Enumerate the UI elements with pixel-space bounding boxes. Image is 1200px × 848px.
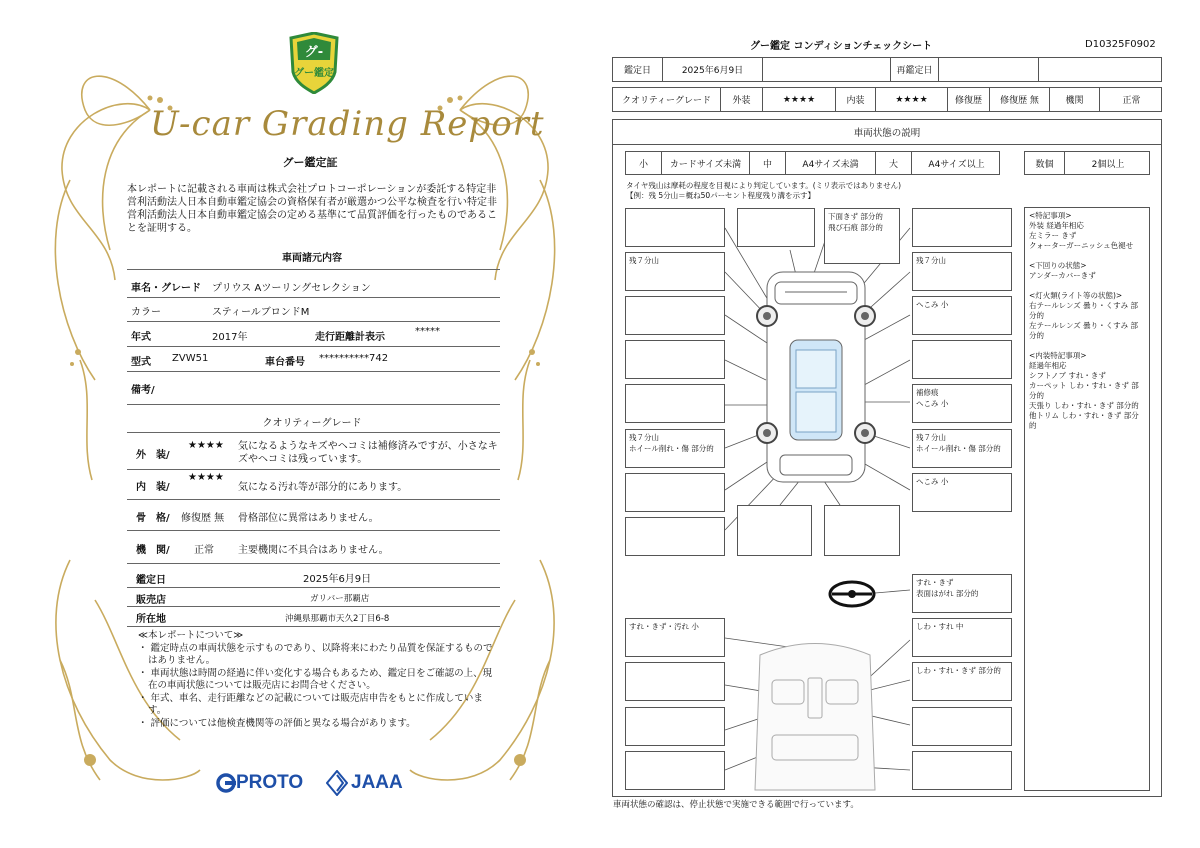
sheet-footer: 車両状態の確認は、停止状態で実施できる範囲で行っています。 bbox=[613, 800, 859, 810]
legend-medium: 中 bbox=[750, 152, 786, 174]
legend-count-desc: 2個以上 bbox=[1091, 159, 1125, 170]
name-label: 車名・グレード bbox=[131, 283, 201, 294]
certificate-subtitle: グー鑑定証 bbox=[282, 156, 338, 169]
ext-label: 外装 bbox=[721, 88, 763, 111]
front-top-note: 下面きず 部分的 飛び石痕 部分的 bbox=[824, 208, 900, 264]
note-box bbox=[625, 662, 725, 701]
note-box bbox=[912, 751, 1012, 790]
notes-line: 天張り しわ・すれ・きず 部分的 bbox=[1029, 401, 1139, 410]
tire-note-1: タイヤ残山は摩耗の程度を目視により判定しています。(ミリ表示ではありません) bbox=[626, 181, 902, 190]
engine-label: 機関 bbox=[1050, 88, 1100, 111]
notes-heading: ≪本レポートについて≫ bbox=[138, 630, 244, 641]
mileage-value: ***** bbox=[415, 326, 440, 337]
notes-line: <灯火類(ライト等の状態)> bbox=[1029, 291, 1123, 300]
sheet-title: グー鑑定 コンディションチェックシート bbox=[750, 41, 933, 52]
note-item: ・ 鑑定時点の車両状態を示すものであり、以降将来にわたり品質を保証するものではありません。 bbox=[138, 642, 493, 666]
dealer-value: ガリバー那覇店 bbox=[310, 594, 370, 604]
frame-comment: 骨格部位に異常はありません。 bbox=[238, 513, 379, 524]
ext-stars: ★★★★ bbox=[763, 88, 836, 111]
int-label: 内装 bbox=[836, 88, 876, 111]
note-box bbox=[625, 340, 725, 379]
exterior-comment: 気になるようなキズやヘコミは補修済みですが、小さなキズやヘコミは残っています。 bbox=[238, 441, 498, 465]
quality-heading: クオリティーグレード bbox=[262, 418, 362, 429]
int-stars: ★★★★ bbox=[876, 88, 948, 111]
note-item: ・ 評価については他検査機関等の評価と異なる場合があります。 bbox=[138, 717, 416, 729]
engine-label: 機 関/ bbox=[136, 545, 170, 556]
interior-stars: ★★★★ bbox=[188, 472, 224, 483]
remarks-label: 備考/ bbox=[131, 385, 155, 396]
note-box bbox=[625, 707, 725, 746]
color-value: スティールブロンドM bbox=[212, 307, 310, 318]
name-value: プリウス Aツーリングセレクション bbox=[212, 283, 371, 294]
right-rear-dent-note: へこみ 小 bbox=[912, 473, 1012, 512]
right-rear-tire-note: 残７分山 ホイール削れ・傷 部分的 bbox=[912, 429, 1012, 468]
frame-value: 修復歴 無 bbox=[181, 513, 225, 524]
notes-line: クォーターガーニッシュ色褪せ bbox=[1029, 241, 1134, 250]
model-label: 型式 bbox=[131, 357, 151, 368]
legend-medium-desc: A4サイズ未満 bbox=[786, 152, 876, 174]
notes-line: シフトノブ すれ・きず bbox=[1029, 371, 1106, 380]
address-value: 沖縄県那覇市天久2丁目6-8 bbox=[285, 614, 390, 624]
right-dent-note: へこみ 小 bbox=[912, 296, 1012, 335]
steering-wheel-icon bbox=[830, 582, 874, 606]
note-box bbox=[625, 751, 725, 790]
notes-line: <特記事項> bbox=[1029, 211, 1072, 220]
notes-line: <下回りの状態> bbox=[1029, 261, 1087, 270]
year-value: 2017年 bbox=[212, 332, 248, 343]
appraisal-date-label: 鑑定日 bbox=[136, 575, 166, 586]
exterior-label: 外 装/ bbox=[136, 450, 170, 461]
right-front-tire-note: 残７分山 bbox=[912, 252, 1012, 291]
engine-value: 正常 bbox=[194, 545, 214, 556]
special-notes bbox=[1024, 207, 1150, 791]
right-repair-note: 補修痕 へこみ 小 bbox=[912, 384, 1012, 423]
note-box bbox=[625, 517, 725, 556]
chassis-label: 車台番号 bbox=[265, 357, 305, 368]
notes-line: カーペット しわ・すれ・きず 部分的 bbox=[1029, 381, 1139, 400]
svg-text:グー鑑定: グー鑑定 bbox=[294, 68, 334, 79]
date-value: 2025年6月9日 bbox=[663, 58, 763, 81]
note-box bbox=[625, 296, 725, 335]
steering-note: すれ・きず 表面はがれ 部分的 bbox=[912, 574, 1012, 613]
repair-label: 修復歴 bbox=[948, 88, 990, 111]
jaaa-logo-icon bbox=[326, 770, 348, 796]
interior-comment: 気になる汚れ等が部分的にあります。 bbox=[238, 482, 408, 493]
left-rear-tire-note: 残７分山 ホイール削れ・傷 部分的 bbox=[625, 429, 725, 468]
engine-value: 正常 bbox=[1122, 96, 1141, 106]
address-label: 所在地 bbox=[136, 614, 166, 625]
color-label: カラー bbox=[131, 307, 161, 318]
specs-heading: 車両諸元内容 bbox=[282, 253, 342, 264]
notes-line: 外装 経過年相応 bbox=[1029, 221, 1084, 230]
model-value: ZVW51 bbox=[172, 353, 209, 364]
condition-check-sheet bbox=[600, 0, 1200, 848]
grade-label: クオリティーグレード bbox=[613, 88, 721, 111]
chassis-value: **********742 bbox=[319, 353, 389, 364]
report-title: U-car Grading Report bbox=[150, 104, 545, 144]
note-box bbox=[912, 208, 1012, 247]
proto-logo-text: PROTO bbox=[236, 772, 304, 793]
mileage-label: 走行距離計表示 bbox=[315, 332, 385, 343]
repair-value: 修復歴 無 bbox=[990, 88, 1050, 111]
date-label: 鑑定日 bbox=[613, 58, 663, 81]
note-box bbox=[912, 340, 1012, 379]
left-front-tire-note: 残７分山 bbox=[625, 252, 725, 291]
note-box bbox=[824, 505, 900, 556]
legend-large: 大 bbox=[876, 152, 912, 174]
interior-right-note-1: しわ・すれ 中 bbox=[912, 618, 1012, 657]
note-box bbox=[737, 505, 812, 556]
notes-line: 左テールレンズ 曇り・くすみ 部分的 bbox=[1029, 321, 1139, 340]
note-box bbox=[737, 208, 815, 247]
frame-label: 骨 格/ bbox=[136, 513, 170, 524]
notes-line: 他トリム しわ・すれ・きず 部分的 bbox=[1029, 411, 1139, 430]
notes-line: 左ミラー きず bbox=[1029, 231, 1077, 240]
goo-kantei-logo-icon bbox=[287, 32, 341, 94]
tire-note-2: 【例：残 5分山＝概ね50パーセント程度残り溝を示す】 bbox=[626, 191, 816, 200]
interior-right-note-2: しわ・すれ・きず 部分的 bbox=[912, 662, 1012, 701]
notes-line: <内装特記事項> bbox=[1029, 351, 1087, 360]
reappraisal-label: 再鑑定日 bbox=[891, 58, 939, 81]
certificate-intro: 本レポートに記載される車両は株式会社プロトコーポレーションが委託する特定非営利活動法人日本自動車鑑定協会の資格保有者が厳選かつ公平な検査を行い特定非営利活動法人日本自動車鑑定協会の定める基準にて品質評価を行ったものであることを証明する。 bbox=[127, 184, 497, 234]
note-box bbox=[625, 473, 725, 512]
svg-text:グ-: グ- bbox=[304, 45, 324, 60]
interior-label: 内 装/ bbox=[136, 482, 170, 493]
legend-large-desc: A4サイズ以上 bbox=[928, 159, 985, 170]
notes-line: アンダーカバーきず bbox=[1029, 271, 1096, 280]
note-box bbox=[625, 384, 725, 423]
legend-small: 小 bbox=[626, 152, 662, 174]
sheet-code: D10325F0902 bbox=[1085, 39, 1156, 50]
interior-left-note: すれ・きず・汚れ 小 bbox=[625, 618, 725, 657]
note-box bbox=[912, 707, 1012, 746]
year-label: 年式 bbox=[131, 332, 151, 343]
legend-count: 数個 bbox=[1025, 152, 1065, 174]
note-item: ・ 年式、車名、走行距離などの記載については販売店申告をもとに作成しています。 bbox=[138, 692, 483, 716]
note-box bbox=[625, 208, 725, 247]
report-notes bbox=[138, 630, 498, 730]
proto-logo-icon bbox=[216, 772, 236, 794]
legend-small-desc: カードサイズ未満 bbox=[662, 152, 750, 174]
engine-comment: 主要機関に不具合はありません。 bbox=[238, 545, 389, 556]
exterior-stars: ★★★★ bbox=[188, 440, 224, 451]
dealer-label: 販売店 bbox=[136, 595, 166, 606]
notes-line: 経過年相応 bbox=[1029, 361, 1067, 370]
notes-line: 右テールレンズ 曇り・くすみ 部分的 bbox=[1029, 301, 1139, 320]
note-item: ・ 車両状態は時間の経過に伴い変化する場合もあるため、鑑定日をご確認の上、現在の車両状態については販売店にお問合せください。 bbox=[138, 667, 493, 691]
jaaa-logo-text: JAAA bbox=[351, 772, 403, 793]
appraisal-date-value: 2025年6月9日 bbox=[303, 574, 372, 585]
desc-heading: 車両状態の説明 bbox=[613, 120, 1161, 145]
